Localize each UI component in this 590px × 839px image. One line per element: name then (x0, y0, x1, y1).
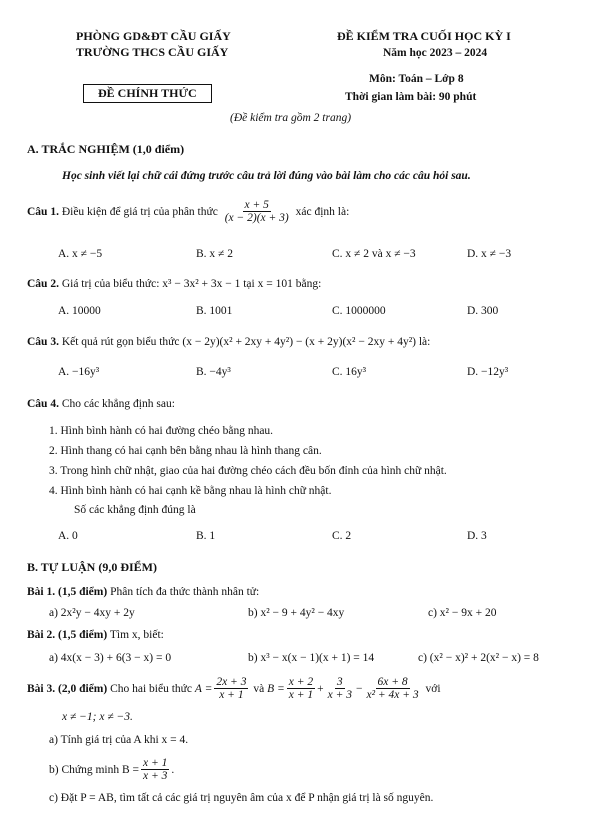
subject: Môn: Toán – Lớp 8 (369, 73, 464, 85)
fraction-denominator: x + 3 (327, 689, 352, 701)
exercise-text: Phân tích đa thức thành nhân tử: (110, 586, 260, 598)
exercise-2 (27, 629, 164, 641)
question-tail: xác định là: (295, 205, 350, 218)
option-c: C. 1000000 (332, 305, 386, 317)
question-3 (27, 336, 430, 348)
exercise-2-item-c: c) (x² − x)² + 2(x² − x) = 8 (418, 652, 539, 664)
exercise-1-item-a: a) 2x²y − 4xy + 2y (49, 607, 135, 619)
fraction-a (214, 676, 248, 701)
option-c: C. 16y³ (332, 366, 367, 378)
question-2 (27, 278, 321, 290)
option-a: A. 10000 (58, 305, 101, 317)
fraction-numerator: x + 5 (244, 199, 269, 211)
exercise-3-item-b: b) Chứng minh B = $\frac{x + 1}{x + 3}$ . (49, 757, 175, 782)
exercise-1-item-b: b) x² − 9 + 4y² − 4xy (248, 607, 345, 619)
exercise-label: Bài 2. (27, 629, 56, 641)
statement-3: 3. Trong hình chữ nhật, giao của hai đường chéo cách đều bốn đỉnh của hình chữ nhật. (49, 465, 447, 477)
option-b: B. −4y³ (196, 366, 231, 378)
exercise-1 (27, 586, 259, 598)
pages-note: (Đề kiểm tra gồm 2 trang) (230, 112, 352, 124)
option-b: B. 1001 (196, 305, 233, 317)
question-text: Cho các khẳng định sau: (61, 398, 175, 410)
fraction-denominator: x + 3 (143, 770, 168, 782)
exercise-points: (1,5 điểm) (58, 629, 108, 641)
exam-title: ĐỀ KIỂM TRA CUỐI HỌC KỲ I (337, 29, 511, 43)
option-d: D. 300 (467, 305, 499, 317)
fraction-denominator: x + 1 (288, 689, 314, 701)
conditions: x ≠ −1; x ≠ −3. (62, 711, 133, 723)
official-exam-label: ĐỀ CHÍNH THỨC (83, 84, 212, 103)
school-year: Năm học 2023 – 2024 (383, 47, 488, 59)
expression-a-label: A = (194, 682, 213, 695)
question-text: Kết quả rút gọn biểu thức (x − 2y)(x² + 2xy + 4y²) − (x + 2y)(x² − 2xy + 4y²) là: (61, 336, 431, 348)
statement-1: 1. Hình bình hành có hai đường chéo bằng nhau. (49, 425, 274, 437)
fraction-numerator: 3 (336, 676, 343, 688)
statement-2: 2. Hình thang có hai cạnh bên bằng nhau là hình thang cân. (49, 445, 322, 457)
exercise-1-item-c: c) x² − 9x + 20 (428, 607, 497, 619)
exercise-label: Bài 1. (27, 586, 56, 598)
count-prompt: Số các khẳng định đúng là (74, 504, 196, 516)
option-c: C. x ≠ 2 và x ≠ −3 (332, 248, 416, 260)
part-b-title: B. TỰ LUẬN (9,0 ĐIỂM) (27, 560, 158, 574)
fraction (223, 199, 291, 224)
question-label: Câu 2. (27, 278, 59, 290)
duration: Thời gian làm bài: 90 phút (345, 91, 477, 103)
question-label: Câu 3. (27, 336, 59, 348)
part-a-title: A. TRẮC NGHIỆM (1,0 điểm) (27, 142, 185, 156)
option-d: D. 3 (467, 530, 487, 542)
exercise-points: (1,5 điểm) (58, 586, 108, 598)
fraction-b2 (326, 676, 354, 701)
question-4 (27, 398, 175, 410)
school-name: TRƯỜNG THCS CẦU GIẤY (76, 45, 229, 59)
option-a: A. x ≠ −5 (58, 248, 103, 260)
exercise-3-item-c: c) Đặt P = AB, tìm tất cả các giá trị nguyên âm của x để P nhận giá trị là số nguyên. (49, 792, 434, 804)
part-a-instruction: Học sinh viết lại chữ cái đứng trước câu trả lời đúng vào bài làm cho các câu hỏi sau. (62, 170, 471, 182)
option-c: C. 2 (332, 530, 352, 542)
exercise-3-item-a: a) Tính giá trị của A khi x = 4. (49, 734, 189, 746)
fraction-denominator: x + 1 (219, 689, 244, 701)
option-d: D. −12y³ (467, 366, 509, 378)
department-name: PHÒNG GD&ĐT CẦU GIẤY (76, 29, 231, 43)
fraction-denominator: (x − 2)(x + 3) (224, 212, 289, 224)
conjunction: và (253, 682, 265, 695)
exercise-text: Cho hai biểu thức (110, 682, 192, 695)
exercise-2-item-b: b) x³ − x(x − 1)(x + 1) = 14 (248, 652, 375, 664)
option-b: B. x ≠ 2 (196, 248, 233, 260)
fraction-numerator: x + 2 (288, 676, 314, 688)
item-b-text: b) Chứng minh B = (49, 763, 140, 776)
fraction-numerator: x + 1 (143, 757, 168, 769)
exercise-points: (2,0 điểm) (58, 682, 108, 695)
exercise-2-item-a: a) 4x(x − 3) + 6(3 − x) = 0 (49, 652, 172, 664)
option-d: D. x ≠ −3 (467, 248, 512, 260)
exercise-label: Bài 3. (27, 682, 56, 695)
expression-b-label: B = (267, 682, 285, 695)
with-word: với (425, 682, 441, 695)
option-a: A. −16y³ (58, 366, 100, 378)
fraction-b3 (364, 676, 420, 701)
statement-4: 4. Hình bình hành có hai cạnh kề bằng nhau là hình chữ nhật. (49, 485, 332, 497)
fraction-numerator: 2x + 3 (216, 676, 247, 688)
question-1 (27, 199, 349, 224)
question-text: Giá trị của biểu thức: x³ − 3x² + 3x − 1 tại x = 101 bằng: (61, 278, 322, 290)
fraction-item-b (141, 757, 169, 782)
question-label: Câu 4. (27, 398, 59, 410)
question-text: Điều kiện để giá trị của phân thức (61, 205, 218, 218)
exercise-3: Bài 3. (2,0 điểm) Cho hai biểu thức A = $\frac{2x + 3}{x + 1}$ và B = $\frac{x + 2}{x + 1}$ + $\frac{3}{x + 3}$ − $\frac{6x + 8}{\text{x² + 4x + 3}}$ với (27, 676, 441, 701)
exercise-text: Tìm x, biết: (109, 629, 164, 641)
fraction-numerator: 6x + 8 (377, 676, 408, 688)
option-b: B. 1 (196, 530, 216, 542)
fraction-b1 (287, 676, 315, 701)
fraction-denominator: x² + 4x + 3 (366, 689, 419, 701)
option-a: A. 0 (58, 530, 78, 542)
question-label: Câu 1. (27, 205, 59, 218)
